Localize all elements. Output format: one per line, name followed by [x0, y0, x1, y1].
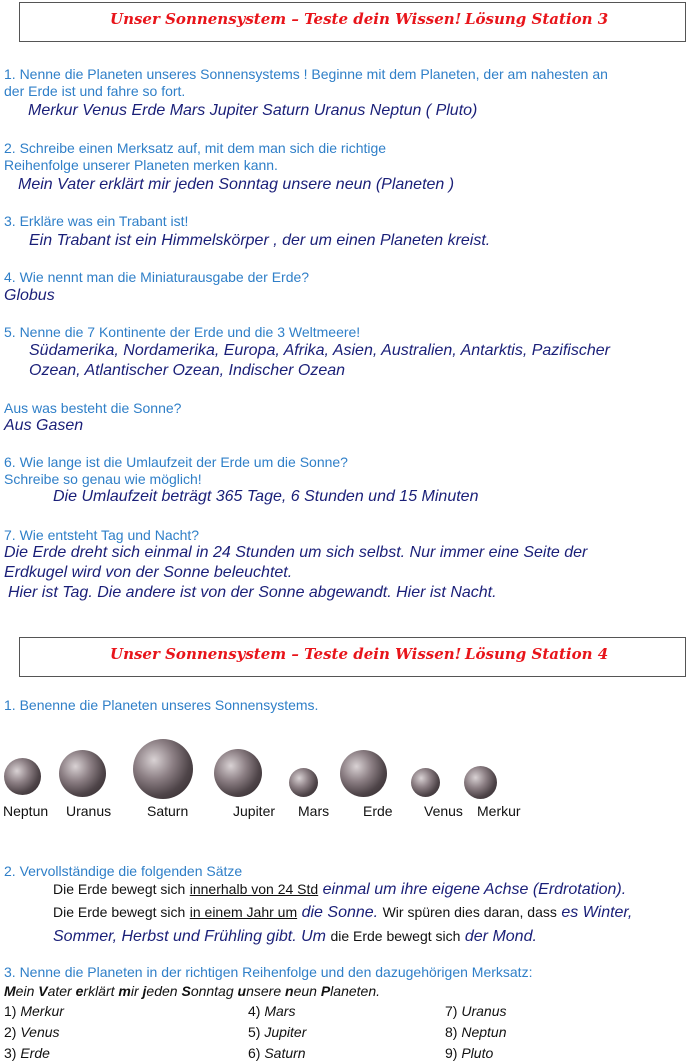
s3-question-5: 5. Nenne die 7 Kontinente der Erde und die 3 Weltmeere! [4, 324, 361, 340]
s3-question-6: 6. Wie lange ist die Umlaufzeit der Erde um die Sonne? Schreibe so genau wie möglich! [4, 454, 348, 487]
neptun-planet-image [4, 758, 41, 795]
planet-order-5: 5) Jupiter [248, 1024, 307, 1040]
s3-question-sun: Aus was besteht die Sonne? [4, 400, 182, 416]
s3-answer-1: Merkur Venus Erde Mars Jupiter Saturn Uranus Neptun ( Pluto) [28, 102, 478, 119]
s3-answer-2: Mein Vater erklärt mir jeden Sonntag unsere neun (Planeten ) [18, 176, 455, 193]
station3-solution-label: Lösung Station 3 [465, 10, 609, 28]
uranus-planet-image [59, 750, 106, 797]
s4-question-2: 2. Vervollständige die folgenden Sätze [4, 863, 243, 879]
planet-label-erde: Erde [363, 803, 393, 819]
planet-label-neptun: Neptun [3, 803, 49, 819]
planet-order-2: 2) Venus [4, 1024, 60, 1040]
filled-blank: innerhalb von 24 Std [189, 881, 319, 897]
jupiter-planet-image [214, 749, 262, 797]
saturn-planet-image [133, 739, 193, 799]
s3-answer-3: Ein Trabant ist ein Himmelskörper , der um einen Planeten kreist. [29, 232, 491, 249]
merkur-planet-image [464, 766, 497, 799]
merksatz-text: Mein Vater erklärt mir jeden Sonntag unsere neun Planeten. [4, 983, 380, 999]
s3-answer-sun: Aus Gasen [4, 417, 84, 434]
station3-title: Unser Sonnensystem – Teste dein Wissen! [110, 10, 462, 28]
planet-label-jupiter: Jupiter [233, 803, 276, 819]
planet-order-7: 7) Uranus [445, 1003, 507, 1019]
erde-planet-image [340, 750, 387, 797]
s4-question-3: 3. Nenne die Planeten in der richtigen Reihenfolge und den dazugehörigen Merksatz: [4, 964, 533, 980]
s4-sentence-3: Sommer, Herbst und Frühling gibt. Um die Erde bewegt sich der Mond. [53, 928, 537, 945]
planet-label-mars: Mars [298, 803, 330, 819]
planet-order-9: 9) Pluto [445, 1045, 494, 1061]
planet-label-merkur: Merkur [477, 803, 521, 819]
s4-sentence-2: Die Erde bewegt sich in einem Jahr um die Sonne. Wir spüren dies daran, dass es Winter, [53, 904, 633, 921]
planet-order-3: 3) Erde [4, 1045, 50, 1061]
planet-order-8: 8) Neptun [445, 1024, 507, 1040]
s3-question-3: 3. Erkläre was ein Trabant ist! [4, 213, 189, 229]
s3-question-2: 2. Schreibe einen Merksatz auf, mit dem man sich die richtige Reihenfolge unserer Planeten merken kann. [4, 140, 387, 173]
mars-planet-image [289, 768, 318, 797]
s3-question-4: 4. Wie nennt man die Miniaturausgabe der Erde? [4, 269, 310, 285]
planet-order-6: 6) Saturn [248, 1045, 306, 1061]
planet-label-venus: Venus [424, 803, 463, 819]
planet-label-saturn: Saturn [147, 803, 189, 819]
planet-label-uranus: Uranus [66, 803, 112, 819]
planet-order-1: 1) Merkur [4, 1003, 64, 1019]
s3-answer-7: Die Erde dreht sich einmal in 24 Stunden um sich selbst. Nur immer eine Seite der Erdkugel wird von der Sonne beleuchtet. Hier ist Tag. Die andere ist von der Sonne abgewandt. Hier ist Nacht. [4, 544, 588, 601]
s4-sentence-1: Die Erde bewegt sich innerhalb von 24 Std einmal um ihre eigene Achse (Erdrotation). [53, 881, 627, 898]
s4-question-1: 1. Benenne die Planeten unseres Sonnensystems. [4, 697, 319, 713]
filled-blank: in einem Jahr um [189, 904, 298, 920]
s3-question-7: 7. Wie entsteht Tag und Nacht? [4, 527, 200, 543]
s3-answer-4: Globus [4, 287, 55, 304]
planet-order-4: 4) Mars [248, 1003, 296, 1019]
station3-title-box [19, 2, 686, 42]
s3-answer-5: Südamerika, Nordamerika, Europa, Afrika, Asien, Australien, Antarktis, Pazifischer Ozean, Atlantischer Ozean, Indischer Ozean [29, 342, 610, 379]
s3-question-1: 1. Nenne die Planeten unseres Sonnensystems ! Beginne mit dem Planeten, der am nahesten an der Erde ist und fahre so fort. [4, 66, 608, 99]
s3-answer-6: Die Umlaufzeit beträgt 365 Tage, 6 Stunden und 15 Minuten [53, 488, 479, 505]
station4-solution-label: Lösung Station 4 [465, 645, 609, 663]
venus-planet-image [411, 768, 440, 797]
station4-title: Unser Sonnensystem – Teste dein Wissen! [110, 645, 462, 663]
merksatz [4, 983, 380, 999]
station4-title-box [19, 637, 686, 677]
